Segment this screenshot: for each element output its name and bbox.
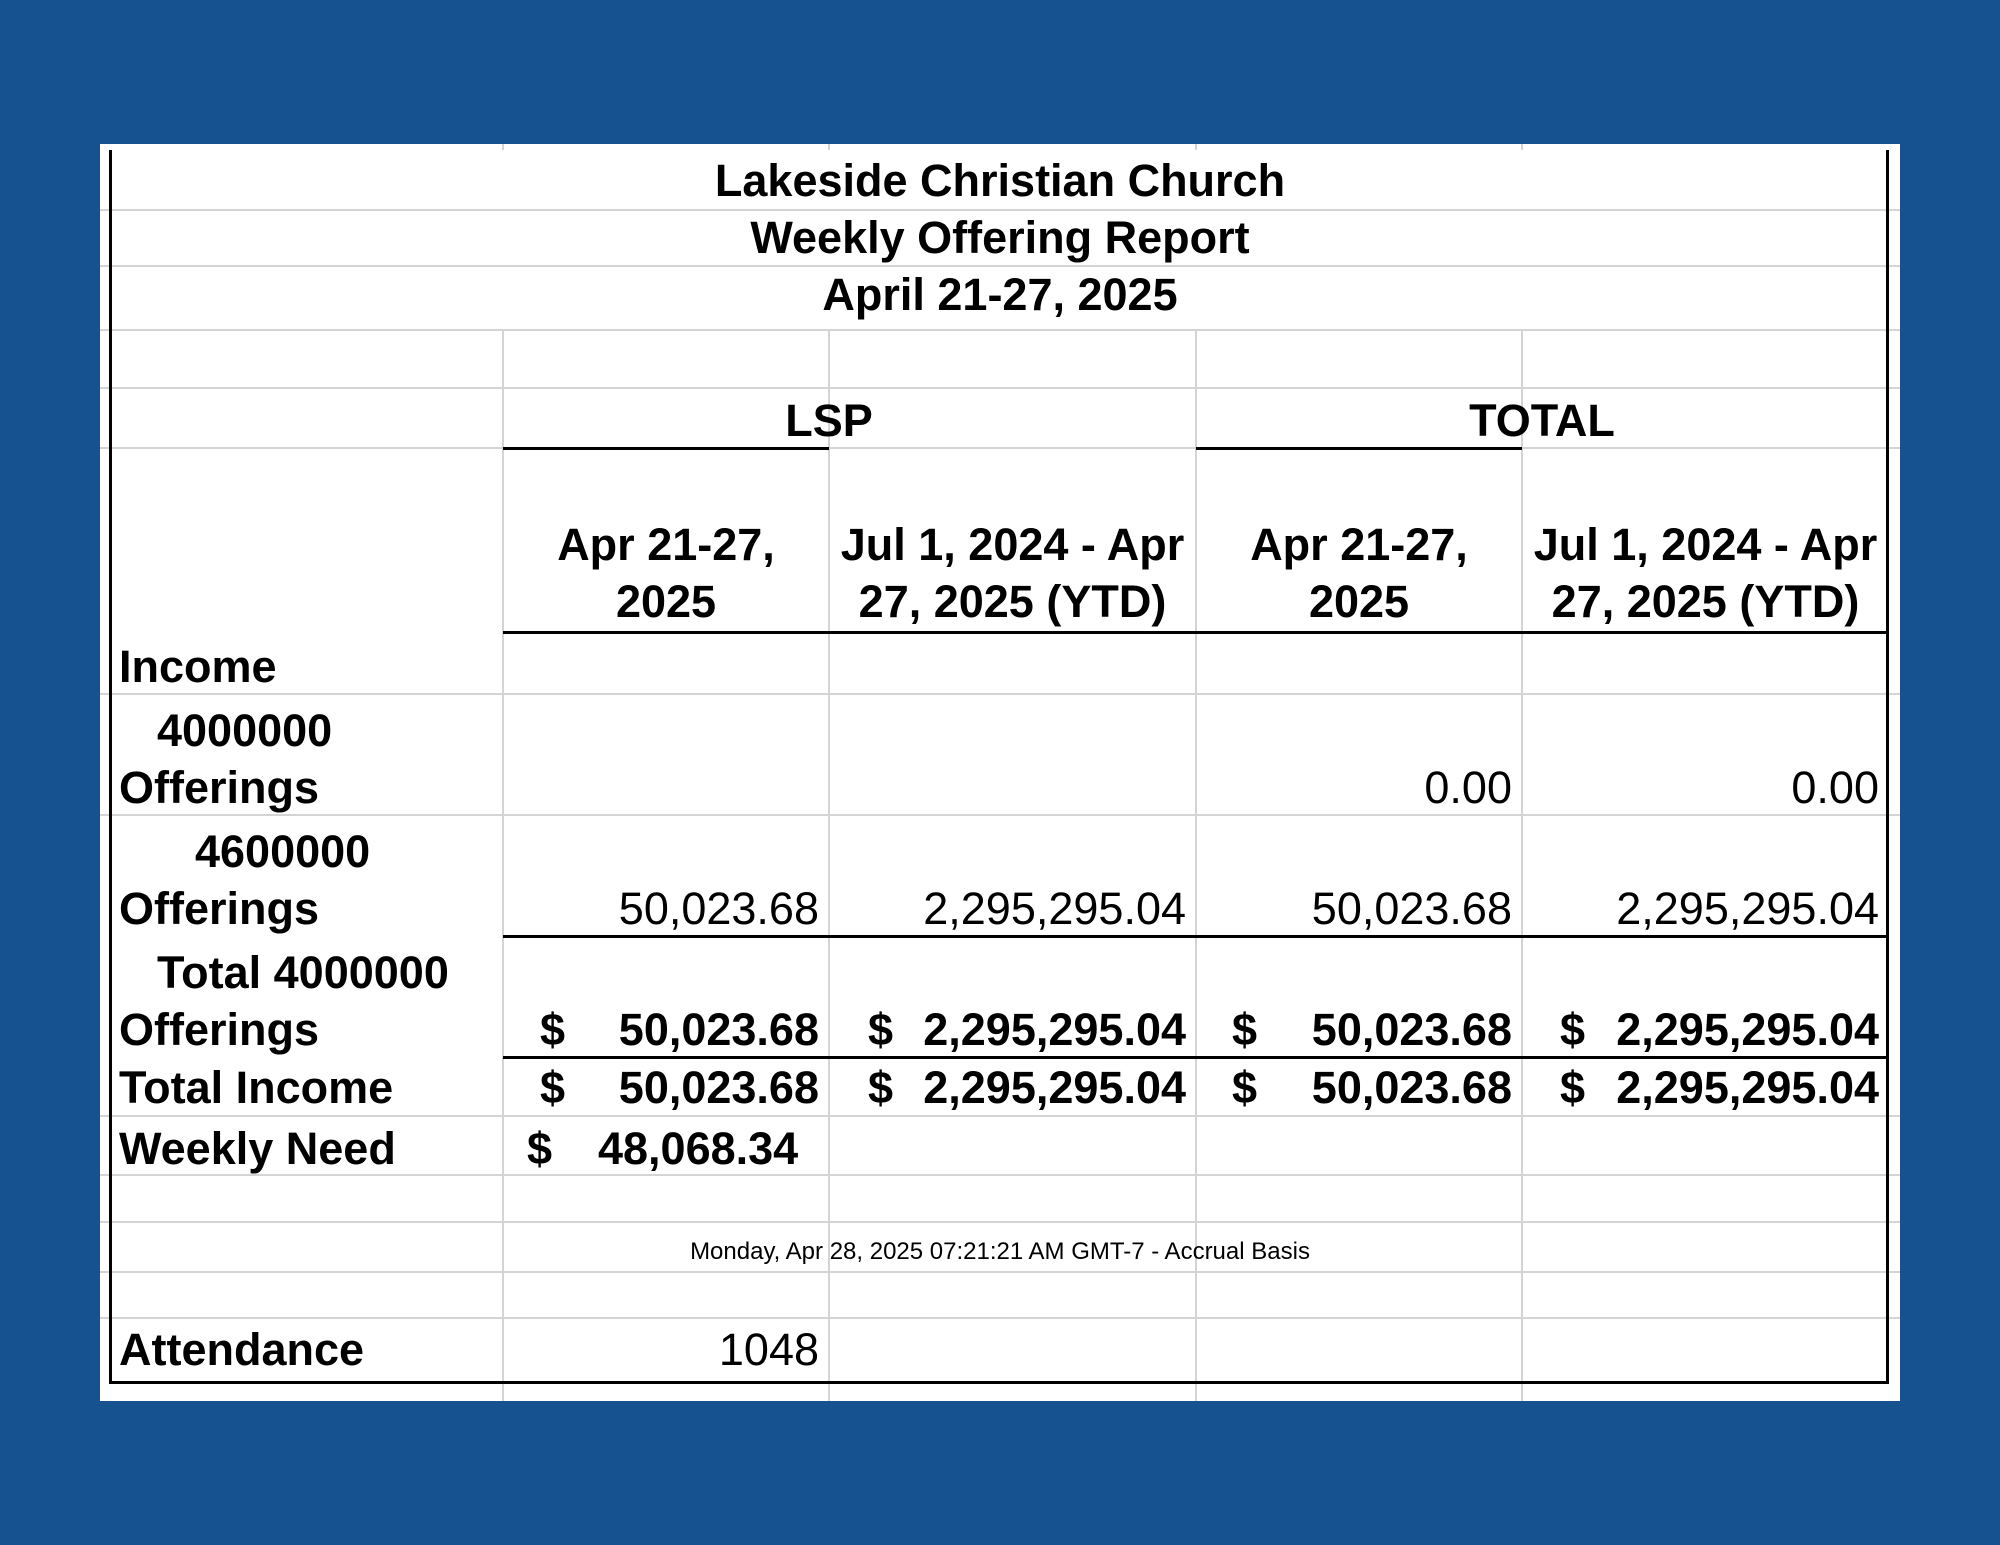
report-subtitle: Weekly Offering Report: [750, 212, 1250, 263]
value-4600000-lsp-ytd: 2,295,295.04: [923, 883, 1186, 934]
col-header-lsp-week: 2025: [615, 576, 717, 627]
gridline: [502, 144, 504, 150]
value-attendance: 1048: [718, 1324, 819, 1375]
value-total-4000000-total-ytd: 2,295,295.04: [1616, 1004, 1879, 1055]
col-header-total-ytd: Jul 1, 2024 - Apr: [1533, 519, 1878, 570]
value-weekly-need: 48,068.34: [598, 1123, 799, 1174]
row-label-total-4000000: Offerings: [119, 1004, 320, 1055]
currency-symbol: $: [1560, 1062, 1586, 1113]
spreadsheet-report: [100, 144, 1900, 1401]
gridline: [100, 814, 1900, 816]
row-label-4600000: Offerings: [119, 883, 320, 934]
row-label-4600000: 4600000: [195, 826, 371, 877]
header-underline: [503, 631, 1889, 634]
currency-symbol: $: [1232, 1004, 1258, 1055]
total-line: [503, 1056, 1889, 1059]
value-total-4000000-lsp-week: 50,023.68: [618, 1004, 819, 1055]
value-total-income-lsp-ytd: 2,295,295.04: [923, 1062, 1186, 1113]
value-4000000-total-ytd: 0.00: [1791, 762, 1879, 813]
value-4000000-total-week: 0.00: [1424, 762, 1512, 813]
gridline: [1521, 144, 1523, 150]
value-total-income-total-ytd: 2,295,295.04: [1616, 1062, 1879, 1113]
gridline: [100, 1317, 1900, 1319]
gridline: [100, 329, 1900, 331]
total-underline: [1196, 447, 1522, 450]
row-label-4000000: 4000000: [157, 705, 333, 756]
value-total-income-lsp-week: 50,023.68: [618, 1062, 819, 1113]
col-header-lsp-ytd: Jul 1, 2024 - Apr: [840, 519, 1185, 570]
gridline: [100, 693, 1900, 695]
col-header-total-week: Apr 21-27,: [1250, 519, 1468, 570]
value-4600000-total-week: 50,023.68: [1311, 883, 1512, 934]
bottom-border: [109, 1381, 1889, 1384]
currency-symbol: $: [868, 1004, 894, 1055]
row-label-attendance: Attendance: [119, 1324, 365, 1375]
report-timestamp: Monday, Apr 28, 2025 07:21:21 AM GMT-7 - Accrual Basis: [690, 1238, 1310, 1265]
gridline: [100, 1221, 1900, 1223]
gridline: [1195, 144, 1197, 150]
group-header-lsp: LSP: [785, 395, 873, 446]
row-label-total-4000000: Total 4000000: [157, 947, 449, 998]
value-total-4000000-lsp-ytd: 2,295,295.04: [923, 1004, 1186, 1055]
currency-symbol: $: [1232, 1062, 1258, 1113]
value-4600000-lsp-week: 50,023.68: [618, 883, 819, 934]
gridline: [100, 1115, 1900, 1117]
value-4600000-total-ytd: 2,295,295.04: [1616, 883, 1879, 934]
gridline: [100, 209, 1900, 211]
gridline: [828, 144, 830, 150]
currency-symbol: $: [540, 1004, 566, 1055]
row-label-4000000: Offerings: [119, 762, 320, 813]
col-header-total-ytd: 27, 2025 (YTD): [1551, 576, 1860, 627]
group-header-total: TOTAL: [1469, 395, 1615, 446]
subtotal-line: [503, 935, 1889, 938]
currency-symbol: $: [527, 1123, 553, 1174]
left-border: [109, 150, 112, 1384]
row-label-total-income: Total Income: [119, 1062, 394, 1113]
currency-symbol: $: [868, 1062, 894, 1113]
lsp-underline: [503, 447, 829, 450]
col-header-total-week: 2025: [1308, 576, 1410, 627]
row-label-income: Income: [119, 641, 277, 692]
col-header-lsp-ytd: 27, 2025 (YTD): [858, 576, 1167, 627]
currency-symbol: $: [1560, 1004, 1586, 1055]
currency-symbol: $: [540, 1062, 566, 1113]
report-date-range: April 21-27, 2025: [822, 269, 1178, 320]
gridline: [100, 447, 1900, 449]
row-label-weekly-need: Weekly Need: [119, 1123, 396, 1174]
gridline: [100, 1271, 1900, 1273]
report-title: Lakeside Christian Church: [714, 155, 1286, 206]
value-total-income-total-week: 50,023.68: [1311, 1062, 1512, 1113]
right-border: [1886, 150, 1889, 1384]
gridline: [100, 1174, 1900, 1176]
gridline: [100, 387, 1900, 389]
gridline: [100, 265, 1900, 267]
col-header-lsp-week: Apr 21-27,: [557, 519, 775, 570]
value-total-4000000-total-week: 50,023.68: [1311, 1004, 1512, 1055]
